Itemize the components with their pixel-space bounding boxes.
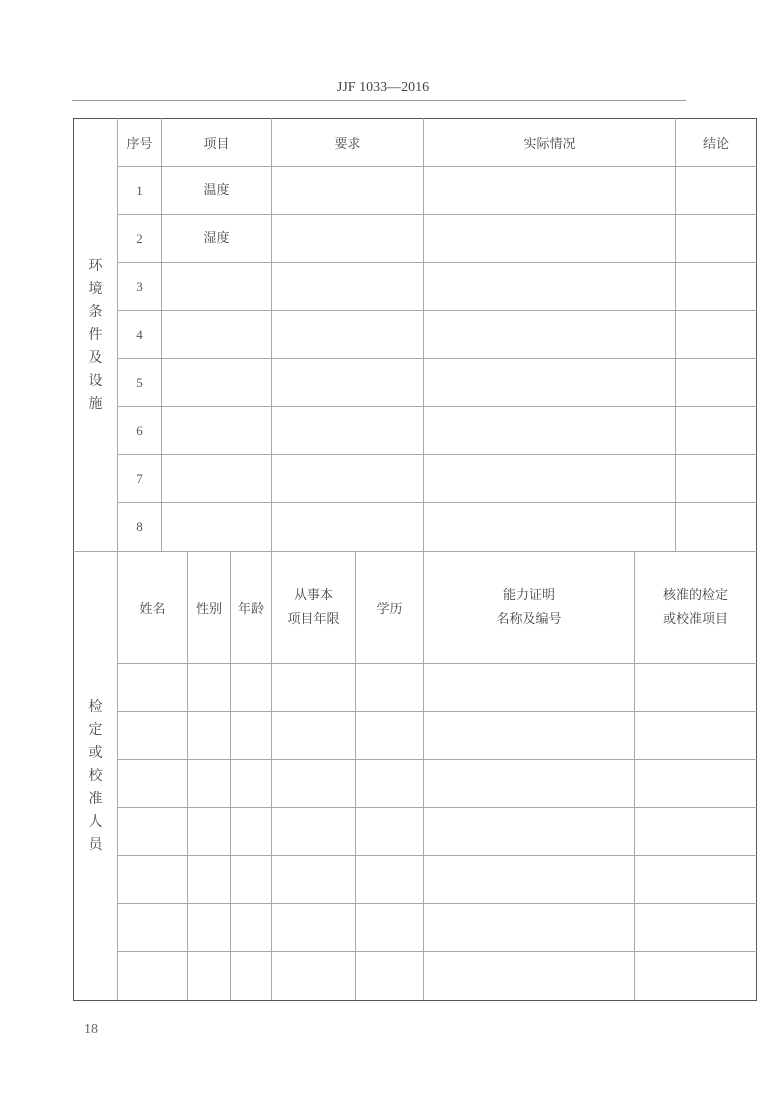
row-actual-cell xyxy=(424,455,676,503)
years-cell xyxy=(272,664,356,712)
age-cell xyxy=(231,760,272,808)
row-item: 温度 xyxy=(162,167,272,215)
gender-cell xyxy=(188,856,231,904)
education-cell xyxy=(356,712,424,760)
education-cell xyxy=(356,808,424,856)
row-item: 湿度 xyxy=(162,215,272,263)
environment-row xyxy=(74,167,757,215)
col-header-item: 项目 xyxy=(162,119,272,167)
row-requirement-cell xyxy=(272,455,424,503)
col-header-certificate: 能力证明 名称及编号 xyxy=(424,552,635,664)
row-number: 2 xyxy=(118,215,162,263)
years-cell xyxy=(272,856,356,904)
education-cell xyxy=(356,760,424,808)
row-requirement-cell xyxy=(272,263,424,311)
name-cell xyxy=(118,760,188,808)
personnel-row xyxy=(74,760,757,808)
age-cell xyxy=(231,712,272,760)
age-cell xyxy=(231,664,272,712)
age-cell xyxy=(231,856,272,904)
standard-form-table xyxy=(73,118,757,1001)
row-number: 1 xyxy=(118,167,162,215)
col-header-gender: 性别 xyxy=(188,552,231,664)
col-header-age: 年龄 xyxy=(231,552,272,664)
years-cell xyxy=(272,808,356,856)
environment-row xyxy=(74,503,757,552)
age-cell xyxy=(231,808,272,856)
row-conclusion-cell xyxy=(676,455,757,503)
years-cell xyxy=(272,952,356,1001)
gender-cell xyxy=(188,952,231,1001)
row-actual-cell xyxy=(424,311,676,359)
col-header-name: 姓名 xyxy=(118,552,188,664)
approved-items-cell xyxy=(635,904,757,952)
row-conclusion-cell xyxy=(676,407,757,455)
personnel-row xyxy=(74,664,757,712)
row-conclusion-cell xyxy=(676,215,757,263)
gender-cell xyxy=(188,760,231,808)
row-item xyxy=(162,407,272,455)
document-header: JJF 1033—2016 xyxy=(336,80,430,95)
header-divider xyxy=(72,100,686,101)
row-requirement-cell xyxy=(272,167,424,215)
name-cell xyxy=(118,904,188,952)
years-cell xyxy=(272,760,356,808)
gender-cell xyxy=(188,904,231,952)
approved-items-cell xyxy=(635,760,757,808)
col-header-years: 从事本 项目年限 xyxy=(272,552,356,664)
row-item xyxy=(162,311,272,359)
personnel-row xyxy=(74,808,757,856)
approved-items-cell xyxy=(635,952,757,1001)
row-requirement-cell xyxy=(272,503,424,552)
name-cell xyxy=(118,664,188,712)
certificate-cell xyxy=(424,952,635,1001)
certificate-cell xyxy=(424,760,635,808)
approved-items-cell xyxy=(635,808,757,856)
col-header-conclusion: 结论 xyxy=(676,119,757,167)
name-cell xyxy=(118,856,188,904)
row-number: 4 xyxy=(118,311,162,359)
name-cell xyxy=(118,808,188,856)
row-requirement-cell xyxy=(272,407,424,455)
row-number: 7 xyxy=(118,455,162,503)
row-conclusion-cell xyxy=(676,311,757,359)
col-header-seq: 序号 xyxy=(118,119,162,167)
row-actual-cell xyxy=(424,215,676,263)
row-number: 3 xyxy=(118,263,162,311)
row-conclusion-cell xyxy=(676,263,757,311)
row-item xyxy=(162,263,272,311)
row-actual-cell xyxy=(424,359,676,407)
name-cell xyxy=(118,952,188,1001)
education-cell xyxy=(356,856,424,904)
personnel-side-label: 检定或校准人员 xyxy=(74,552,118,1001)
personnel-row xyxy=(74,856,757,904)
years-cell xyxy=(272,712,356,760)
age-cell xyxy=(231,952,272,1001)
certificate-cell xyxy=(424,856,635,904)
row-conclusion-cell xyxy=(676,167,757,215)
personnel-row xyxy=(74,712,757,760)
col-header-approved-items: 核准的检定 或校准项目 xyxy=(635,552,757,664)
row-conclusion-cell xyxy=(676,359,757,407)
row-actual-cell xyxy=(424,263,676,311)
certificate-cell xyxy=(424,664,635,712)
environment-row xyxy=(74,311,757,359)
environment-row xyxy=(74,263,757,311)
row-number: 5 xyxy=(118,359,162,407)
row-item xyxy=(162,359,272,407)
education-cell xyxy=(356,952,424,1001)
certificate-cell xyxy=(424,712,635,760)
education-cell xyxy=(356,664,424,712)
row-requirement-cell xyxy=(272,215,424,263)
education-cell xyxy=(356,904,424,952)
environment-row xyxy=(74,359,757,407)
certificate-cell xyxy=(424,808,635,856)
col-header-education: 学历 xyxy=(356,552,424,664)
years-cell xyxy=(272,904,356,952)
row-number: 8 xyxy=(118,503,162,552)
personnel-row xyxy=(74,952,757,1001)
approved-items-cell xyxy=(635,664,757,712)
environment-side-label: 环境条件及设施 xyxy=(74,119,118,552)
row-item xyxy=(162,503,272,552)
page-number: 18 xyxy=(84,1022,98,1037)
gender-cell xyxy=(188,664,231,712)
row-requirement-cell xyxy=(272,359,424,407)
environment-row xyxy=(74,407,757,455)
certificate-cell xyxy=(424,904,635,952)
personnel-row xyxy=(74,904,757,952)
col-header-actual: 实际情况 xyxy=(424,119,676,167)
personnel-header-row xyxy=(74,552,757,664)
environment-header-row xyxy=(74,119,757,167)
row-number: 6 xyxy=(118,407,162,455)
row-conclusion-cell xyxy=(676,503,757,552)
environment-row xyxy=(74,215,757,263)
gender-cell xyxy=(188,808,231,856)
row-actual-cell xyxy=(424,503,676,552)
row-actual-cell xyxy=(424,407,676,455)
approved-items-cell xyxy=(635,856,757,904)
approved-items-cell xyxy=(635,712,757,760)
col-header-requirement: 要求 xyxy=(272,119,424,167)
row-actual-cell xyxy=(424,167,676,215)
row-item xyxy=(162,455,272,503)
gender-cell xyxy=(188,712,231,760)
name-cell xyxy=(118,712,188,760)
age-cell xyxy=(231,904,272,952)
row-requirement-cell xyxy=(272,311,424,359)
environment-row xyxy=(74,455,757,503)
